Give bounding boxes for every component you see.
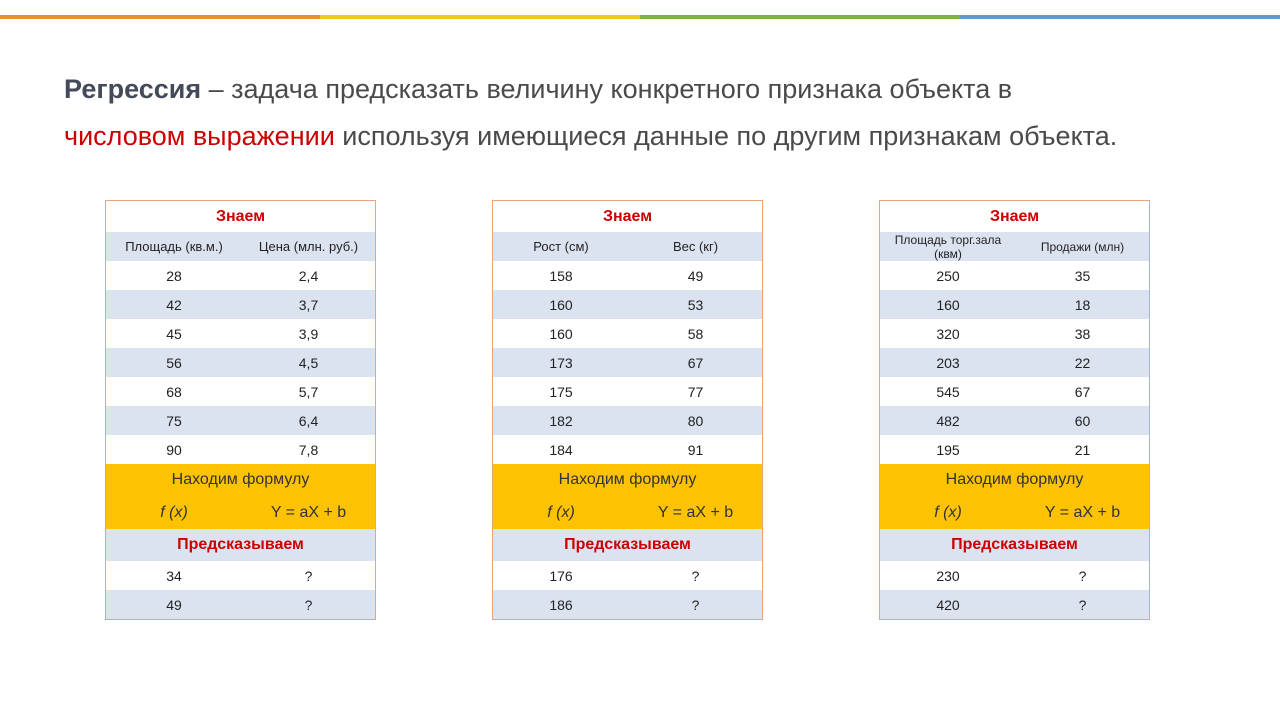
known-header: Знаем <box>989 207 1040 225</box>
cell-x: 173 <box>549 354 573 371</box>
formula-row <box>493 496 762 529</box>
cell-x: 195 <box>936 441 960 458</box>
cell-y: 35 <box>1074 267 1091 284</box>
regression-table-apartments <box>105 200 376 620</box>
predict-row <box>880 590 1149 619</box>
column-headers <box>106 232 375 261</box>
formula-title: Находим формулу <box>106 464 375 496</box>
cell-unknown: ? <box>691 567 700 584</box>
column-headers <box>493 232 762 261</box>
formula-equation: Y = aX + b <box>270 503 347 521</box>
table-row <box>106 406 375 435</box>
predict-row <box>493 590 762 619</box>
column-header-y: Цена (млн. руб.) <box>258 239 359 254</box>
cell-unknown: ? <box>1078 567 1087 584</box>
table-row <box>106 348 375 377</box>
cell-y: 7,8 <box>298 441 319 458</box>
table-row <box>106 435 375 464</box>
cell-y: 67 <box>1074 383 1091 400</box>
top-color-bar <box>0 15 1280 19</box>
cell-unknown: ? <box>1078 596 1087 613</box>
cell-x: 186 <box>549 596 573 613</box>
column-header-x: Площадь торг.зала (квм) <box>894 232 1002 261</box>
cell-x: 68 <box>166 383 182 400</box>
predict-header: Предсказываем <box>880 529 1149 561</box>
cell-x: 90 <box>166 441 182 458</box>
formula-title: Находим формулу <box>880 464 1149 496</box>
cell-x: 482 <box>936 412 960 429</box>
table-row <box>106 290 375 319</box>
cell-y: 80 <box>687 412 704 429</box>
predict-header: Предсказываем <box>106 529 375 561</box>
cell-y: 38 <box>1074 325 1091 342</box>
table-row <box>493 406 762 435</box>
cell-y: 77 <box>687 383 704 400</box>
table-row <box>493 261 762 290</box>
table-row <box>106 377 375 406</box>
table-row <box>493 348 762 377</box>
predict-header: Предсказываем <box>493 529 762 561</box>
cell-x: 56 <box>166 354 182 371</box>
column-header-x: Рост (см) <box>533 239 589 254</box>
heading-part1: – задача предсказать величину конкретного признака объекта в <box>201 74 1013 104</box>
column-header-y: Вес (кг) <box>672 239 719 254</box>
column-header-x: Площадь (кв.м.) <box>125 239 223 254</box>
table-row <box>880 290 1149 319</box>
cell-y: 53 <box>687 296 704 313</box>
cell-x: 160 <box>936 296 960 313</box>
cell-x: 182 <box>549 412 573 429</box>
predict-row <box>493 561 762 590</box>
cell-unknown: ? <box>304 567 313 584</box>
cell-y: 58 <box>687 325 704 342</box>
cell-x: 160 <box>549 325 573 342</box>
formula-title: Находим формулу <box>493 464 762 496</box>
table-row <box>880 348 1149 377</box>
predict-row <box>106 561 375 590</box>
cell-x: 203 <box>936 354 960 371</box>
formula-equation: Y = aX + b <box>657 503 734 521</box>
table-row <box>880 377 1149 406</box>
cell-y: 5,7 <box>298 383 319 400</box>
cell-x: 230 <box>936 567 960 584</box>
color-bar-green <box>640 15 960 19</box>
column-header-y: Продажи (млн) <box>1040 239 1125 254</box>
cell-x: 320 <box>936 325 960 342</box>
predict-row <box>106 590 375 619</box>
formula-fx: f (x) <box>934 503 962 521</box>
formula-fx: f (x) <box>547 503 575 521</box>
cell-x: 160 <box>549 296 573 313</box>
predict-row <box>880 561 1149 590</box>
table-row <box>493 435 762 464</box>
table-row <box>106 261 375 290</box>
regression-table-store-sales <box>879 200 1150 620</box>
cell-y: 21 <box>1074 441 1091 458</box>
color-bar-blue <box>960 15 1280 19</box>
cell-x: 250 <box>936 267 960 284</box>
cell-y: 18 <box>1074 296 1091 313</box>
formula-fx: f (x) <box>160 503 188 521</box>
cell-y: 4,5 <box>298 354 319 371</box>
cell-x: 175 <box>549 383 573 400</box>
cell-unknown: ? <box>691 596 700 613</box>
cell-y: 2,4 <box>298 267 319 284</box>
cell-y: 3,9 <box>298 325 319 342</box>
cell-x: 34 <box>166 567 182 584</box>
cell-y: 22 <box>1074 354 1091 371</box>
cell-x: 545 <box>936 383 960 400</box>
formula-row <box>880 496 1149 529</box>
regression-table-height-weight <box>492 200 763 620</box>
cell-y: 3,7 <box>298 296 319 313</box>
heading-highlight: числовом выражении <box>64 121 335 151</box>
cell-x: 420 <box>936 596 960 613</box>
table-row <box>493 319 762 348</box>
cell-x: 28 <box>166 267 182 284</box>
table-row <box>106 319 375 348</box>
cell-y: 49 <box>687 267 704 284</box>
cell-x: 176 <box>549 567 573 584</box>
cell-x: 45 <box>166 325 182 342</box>
cell-y: 67 <box>687 354 704 371</box>
cell-x: 184 <box>549 441 573 458</box>
cell-y: 60 <box>1074 412 1091 429</box>
table-row <box>493 377 762 406</box>
known-header: Знаем <box>215 207 266 225</box>
table-row <box>880 406 1149 435</box>
formula-row <box>106 496 375 529</box>
cell-x: 42 <box>166 296 182 313</box>
heading-term: Регрессия <box>64 74 202 104</box>
cell-unknown: ? <box>304 596 313 613</box>
table-row <box>880 261 1149 290</box>
column-headers <box>880 232 1149 261</box>
cell-y: 91 <box>687 441 704 458</box>
heading-part2: используя имеющиеся данные по другим признакам объекта. <box>334 121 1118 151</box>
cell-x: 49 <box>166 596 182 613</box>
color-bar-orange <box>0 15 320 19</box>
color-bar-yellow <box>320 15 640 19</box>
cell-y: 6,4 <box>298 412 319 429</box>
table-row <box>493 290 762 319</box>
table-row <box>880 435 1149 464</box>
known-header: Знаем <box>602 207 653 225</box>
cell-x: 158 <box>549 267 573 284</box>
table-row <box>880 319 1149 348</box>
formula-equation: Y = aX + b <box>1044 503 1121 521</box>
slide-heading <box>64 66 1224 160</box>
cell-x: 75 <box>166 412 182 429</box>
